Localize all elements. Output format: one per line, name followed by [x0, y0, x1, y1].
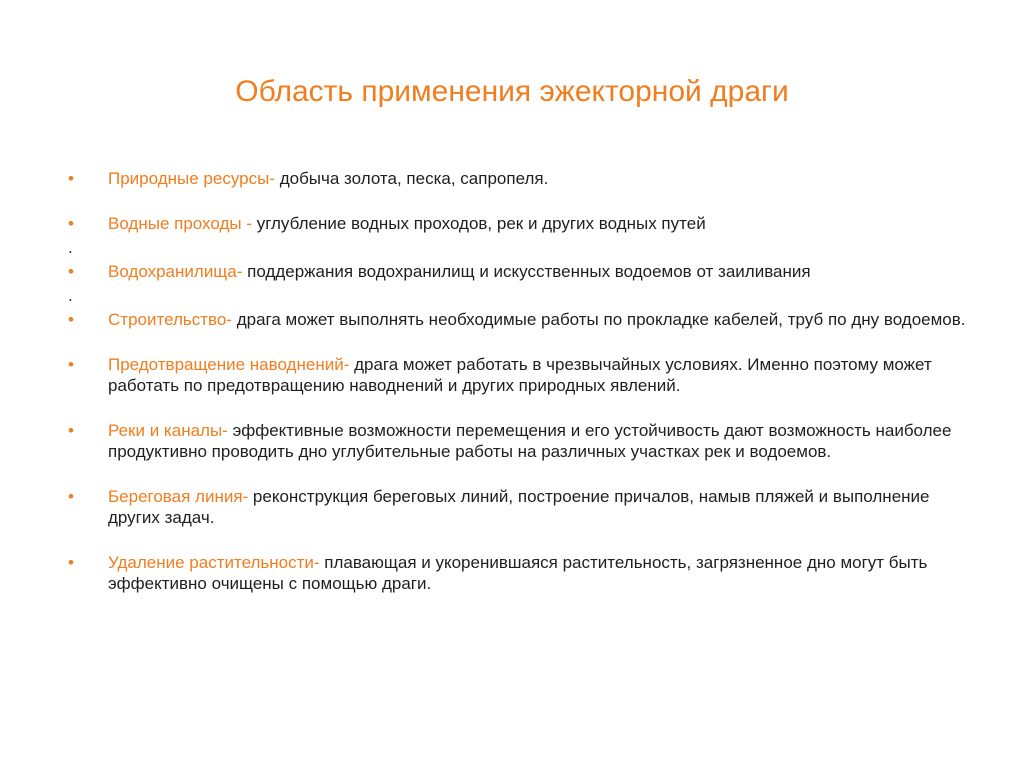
bullet-icon: • [68, 355, 74, 374]
item-term: Предотвращение наводнений- [108, 355, 350, 374]
item-description: плавающая и укоренившаяся растительность, загрязненное дно могут быть эффективно очищены с помощью драги. [108, 553, 928, 593]
bullet-icon: • [68, 169, 74, 188]
item-term: Реки и каналы- [108, 421, 228, 440]
item-description: драга может выполнять необходимые работы по прокладке кабелей, труб по дну водоемов. [231, 310, 966, 329]
bullet-icon: • [68, 310, 74, 329]
item-description: добыча золота, песка, сапропеля. [274, 169, 549, 188]
bullet-icon: • [68, 214, 74, 233]
item-term: Строительство- [108, 310, 232, 329]
bullet-list [62, 168, 982, 594]
list-item [62, 213, 982, 234]
stray-dot: . [68, 238, 73, 257]
slide-title: Область применения эжекторной драги [235, 75, 789, 108]
item-description: реконструкция береговых линий, построение причалов, намыв пляжей и выполнение других задач. [108, 487, 930, 527]
list-item [62, 354, 982, 396]
item-term: Удаление растительности- [108, 553, 320, 572]
item-description: драга может работать в чрезвычайных условиях. Именно поэтому может работать по предотвращению наводнений и других природных явлений. [108, 355, 932, 395]
bullet-icon: • [68, 487, 74, 506]
bullet-icon: • [68, 262, 74, 281]
item-term: Береговая линия- [108, 487, 249, 506]
item-term: Водные проходы - [108, 214, 257, 233]
list-item [62, 420, 982, 462]
list-item [62, 309, 982, 330]
item-description: эффективные возможности перемещения и его устойчивость дают возможность наиболее продуктивно проводить дно углубительные работы на различных участках рек и водоемов. [108, 421, 952, 461]
item-term: Природные ресурсы- [108, 169, 275, 188]
bullet-icon: • [68, 421, 74, 440]
item-term: Водохранилища- [108, 262, 243, 281]
item-description: углубление водных проходов, рек и других водных путей [256, 214, 706, 233]
list-item [62, 168, 982, 189]
stray-dot: . [68, 286, 73, 305]
list-item [62, 261, 982, 282]
bullet-icon: • [68, 553, 74, 572]
item-description: поддержания водохранилищ и искусственных водоемов от заиливания [242, 262, 811, 281]
list-item [62, 486, 982, 528]
list-item [62, 552, 982, 594]
